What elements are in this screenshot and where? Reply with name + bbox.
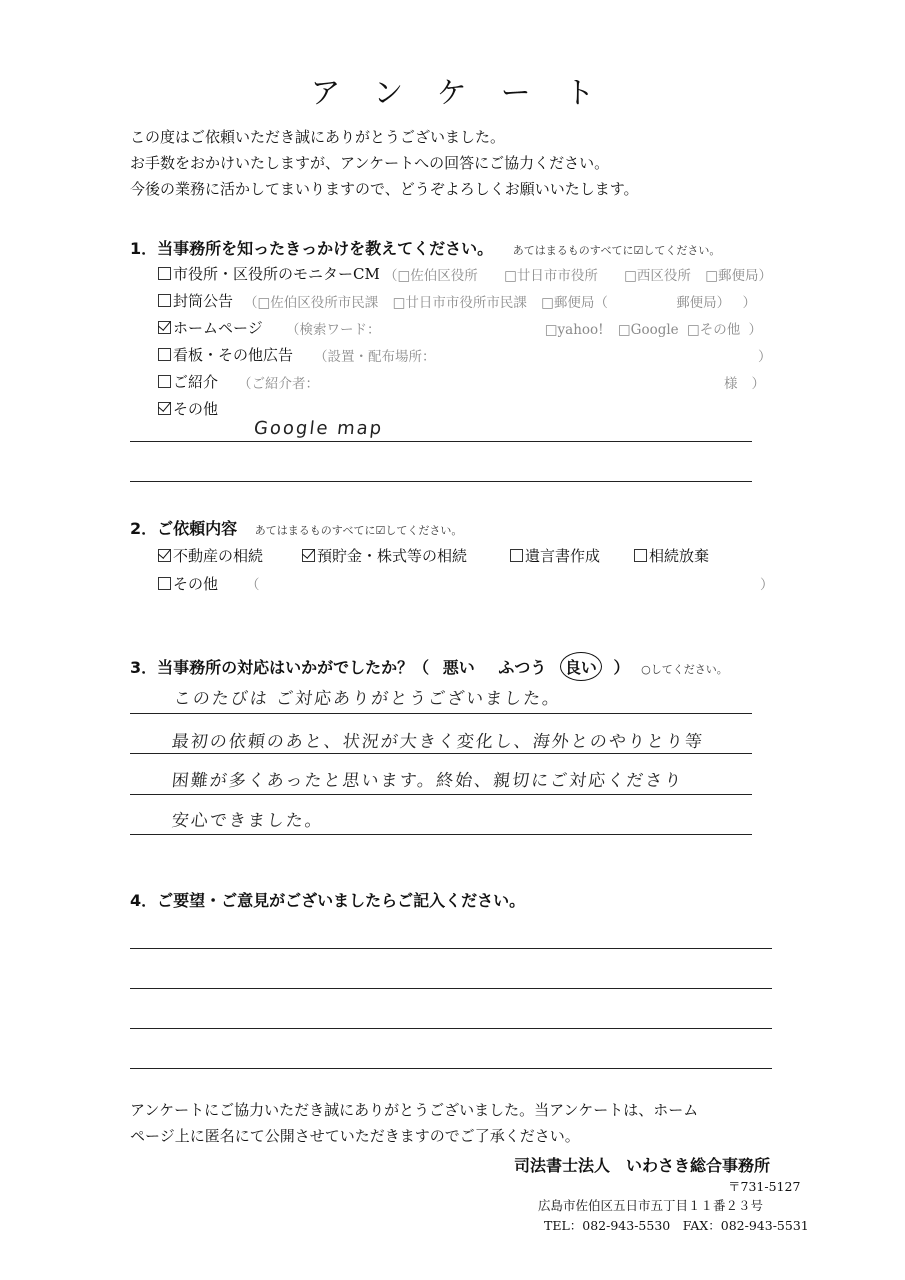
q2-option-will[interactable] bbox=[510, 545, 600, 566]
q2-option-renunciation[interactable] bbox=[634, 545, 709, 566]
q1-answer-handwritten: Google map bbox=[252, 418, 385, 439]
answer-line bbox=[130, 441, 752, 442]
q1-option-envelope-sub: （□佐伯区役所市民課 □廿日市市役所市民課 □郵便局（ 郵便局） ） bbox=[244, 295, 756, 311]
option-label: ホームページ bbox=[173, 319, 263, 337]
q3-note: ○してください。 bbox=[641, 663, 728, 676]
q1-option-monitor-cm-sub: （□佐伯区役所 □廿日市市役所 □西区役所 □郵便局） bbox=[384, 268, 772, 284]
q3-answer-line: 安心できました。 bbox=[170, 811, 325, 831]
option-label: 不動産の相続 bbox=[173, 547, 264, 565]
rating-good-circled[interactable]: 良い bbox=[560, 652, 602, 681]
checkbox[interactable] bbox=[158, 375, 171, 388]
q1-option-homepage[interactable] bbox=[158, 317, 263, 338]
answer-line bbox=[130, 948, 772, 949]
q1-option-signboard-sub: （設置・配布場所： bbox=[314, 349, 436, 365]
q1-option-other[interactable] bbox=[158, 398, 218, 419]
option-label: ご紹介 bbox=[173, 373, 219, 391]
option-label: 封筒公告 bbox=[173, 292, 234, 310]
answer-line bbox=[130, 988, 772, 989]
referral-honorific: 様 ） bbox=[724, 376, 765, 392]
q1-note: あてはまるものすべてに☑してください。 bbox=[512, 244, 721, 257]
q3-answer-line: 最初の依頼のあと、状況が大きく変化し、海外とのやりとり等 bbox=[170, 732, 705, 752]
q3-label: 3．当事務所の対応はいかがでしたか？（ bbox=[130, 658, 430, 677]
paren-close: ） bbox=[760, 577, 774, 593]
q2-label: 2．ご依頼内容 bbox=[130, 519, 238, 538]
checkbox-checked[interactable] bbox=[302, 549, 315, 562]
answer-line bbox=[130, 794, 752, 795]
q1-heading bbox=[130, 236, 720, 259]
answer-line bbox=[130, 713, 752, 714]
office-postal: 〒731-5127 bbox=[728, 1179, 801, 1194]
page-title: アンケート bbox=[310, 76, 629, 111]
office-name: 司法書士法人 いわさき総合事務所 bbox=[514, 1156, 771, 1175]
answer-line bbox=[130, 1068, 772, 1069]
checkbox[interactable] bbox=[510, 549, 523, 562]
q1-option-referral[interactable] bbox=[158, 371, 218, 392]
q2-heading bbox=[130, 516, 462, 539]
checkbox[interactable] bbox=[158, 348, 171, 361]
q2-option-real-estate[interactable] bbox=[158, 545, 263, 566]
option-label: 看板・その他広告 bbox=[173, 346, 294, 364]
intro-text bbox=[130, 124, 639, 202]
answer-line bbox=[130, 753, 752, 754]
checkbox-checked[interactable] bbox=[158, 549, 171, 562]
closing-line: アンケートにご協力いただき誠にありがとうございました。当アンケートは、ホーム bbox=[130, 1101, 699, 1119]
q2-option-deposits[interactable] bbox=[302, 545, 467, 566]
q1-label: 1．当事務所を知ったきっかけを教えてください。 bbox=[130, 239, 494, 258]
q3-heading bbox=[130, 652, 728, 681]
q2-option-other[interactable] bbox=[158, 573, 218, 594]
answer-line bbox=[130, 1028, 772, 1029]
q4-heading bbox=[130, 888, 525, 911]
option-label: 預貯金・株式等の相続 bbox=[317, 547, 468, 565]
q1-option-envelope[interactable] bbox=[158, 290, 233, 311]
checkbox[interactable] bbox=[158, 577, 171, 590]
paren-close: ） bbox=[758, 349, 772, 365]
office-address: 広島市佐伯区五日市五丁目１１番２３号 bbox=[538, 1198, 764, 1213]
intro-line: お手数をおかけいたしますが、アンケートへの回答にご協力ください。 bbox=[130, 154, 610, 172]
option-label: その他 bbox=[173, 400, 219, 418]
option-label: その他 bbox=[173, 575, 219, 593]
q1-option-referral-sub: （ご紹介者： bbox=[238, 376, 319, 392]
option-label: 市役所・区役所のモニターCM bbox=[173, 265, 380, 283]
checkbox-checked[interactable] bbox=[158, 402, 171, 415]
closing-line: ページ上に匿名にて公開させていただきますのでご了承ください。 bbox=[130, 1127, 580, 1145]
rating-normal[interactable]: ふつう bbox=[498, 658, 547, 677]
checkbox[interactable] bbox=[158, 294, 171, 307]
paren-close: ） bbox=[613, 658, 630, 677]
rating-bad[interactable]: 悪い bbox=[442, 658, 475, 677]
checkbox-checked[interactable] bbox=[158, 321, 171, 334]
office-phone: TEL：082-943-5530 FAX：082-943-5531 bbox=[544, 1218, 809, 1233]
option-label: 遺言書作成 bbox=[525, 547, 601, 565]
q3-answer-line: このたびは ご対応ありがとうございました。 bbox=[172, 689, 563, 709]
paren-open: （ bbox=[246, 577, 260, 593]
answer-line bbox=[130, 481, 752, 482]
checkbox[interactable] bbox=[158, 267, 171, 280]
intro-line: この度はご依頼いただき誠にありがとうございました。 bbox=[130, 128, 506, 146]
q2-note: あてはまるものすべてに☑してください。 bbox=[254, 524, 463, 537]
answer-line bbox=[130, 834, 752, 835]
intro-line: 今後の業務に活かしてまいりますので、どうぞよろしくお願いいたします。 bbox=[130, 180, 639, 198]
closing-text bbox=[130, 1097, 698, 1149]
q1-option-signboard[interactable] bbox=[158, 344, 293, 365]
q1-option-homepage-sub: （検索ワード： □yahoo! □Google □その他 ） bbox=[286, 322, 763, 338]
option-label: 相続放棄 bbox=[649, 547, 710, 565]
checkbox[interactable] bbox=[634, 549, 647, 562]
q3-answer-line: 困難が多くあったと思います。終始、親切にご対応くださり bbox=[170, 771, 685, 791]
q4-label: 4．ご要望・ご意見がございましたらご記入ください。 bbox=[130, 891, 526, 910]
q1-option-monitor-cm[interactable] bbox=[158, 263, 380, 284]
